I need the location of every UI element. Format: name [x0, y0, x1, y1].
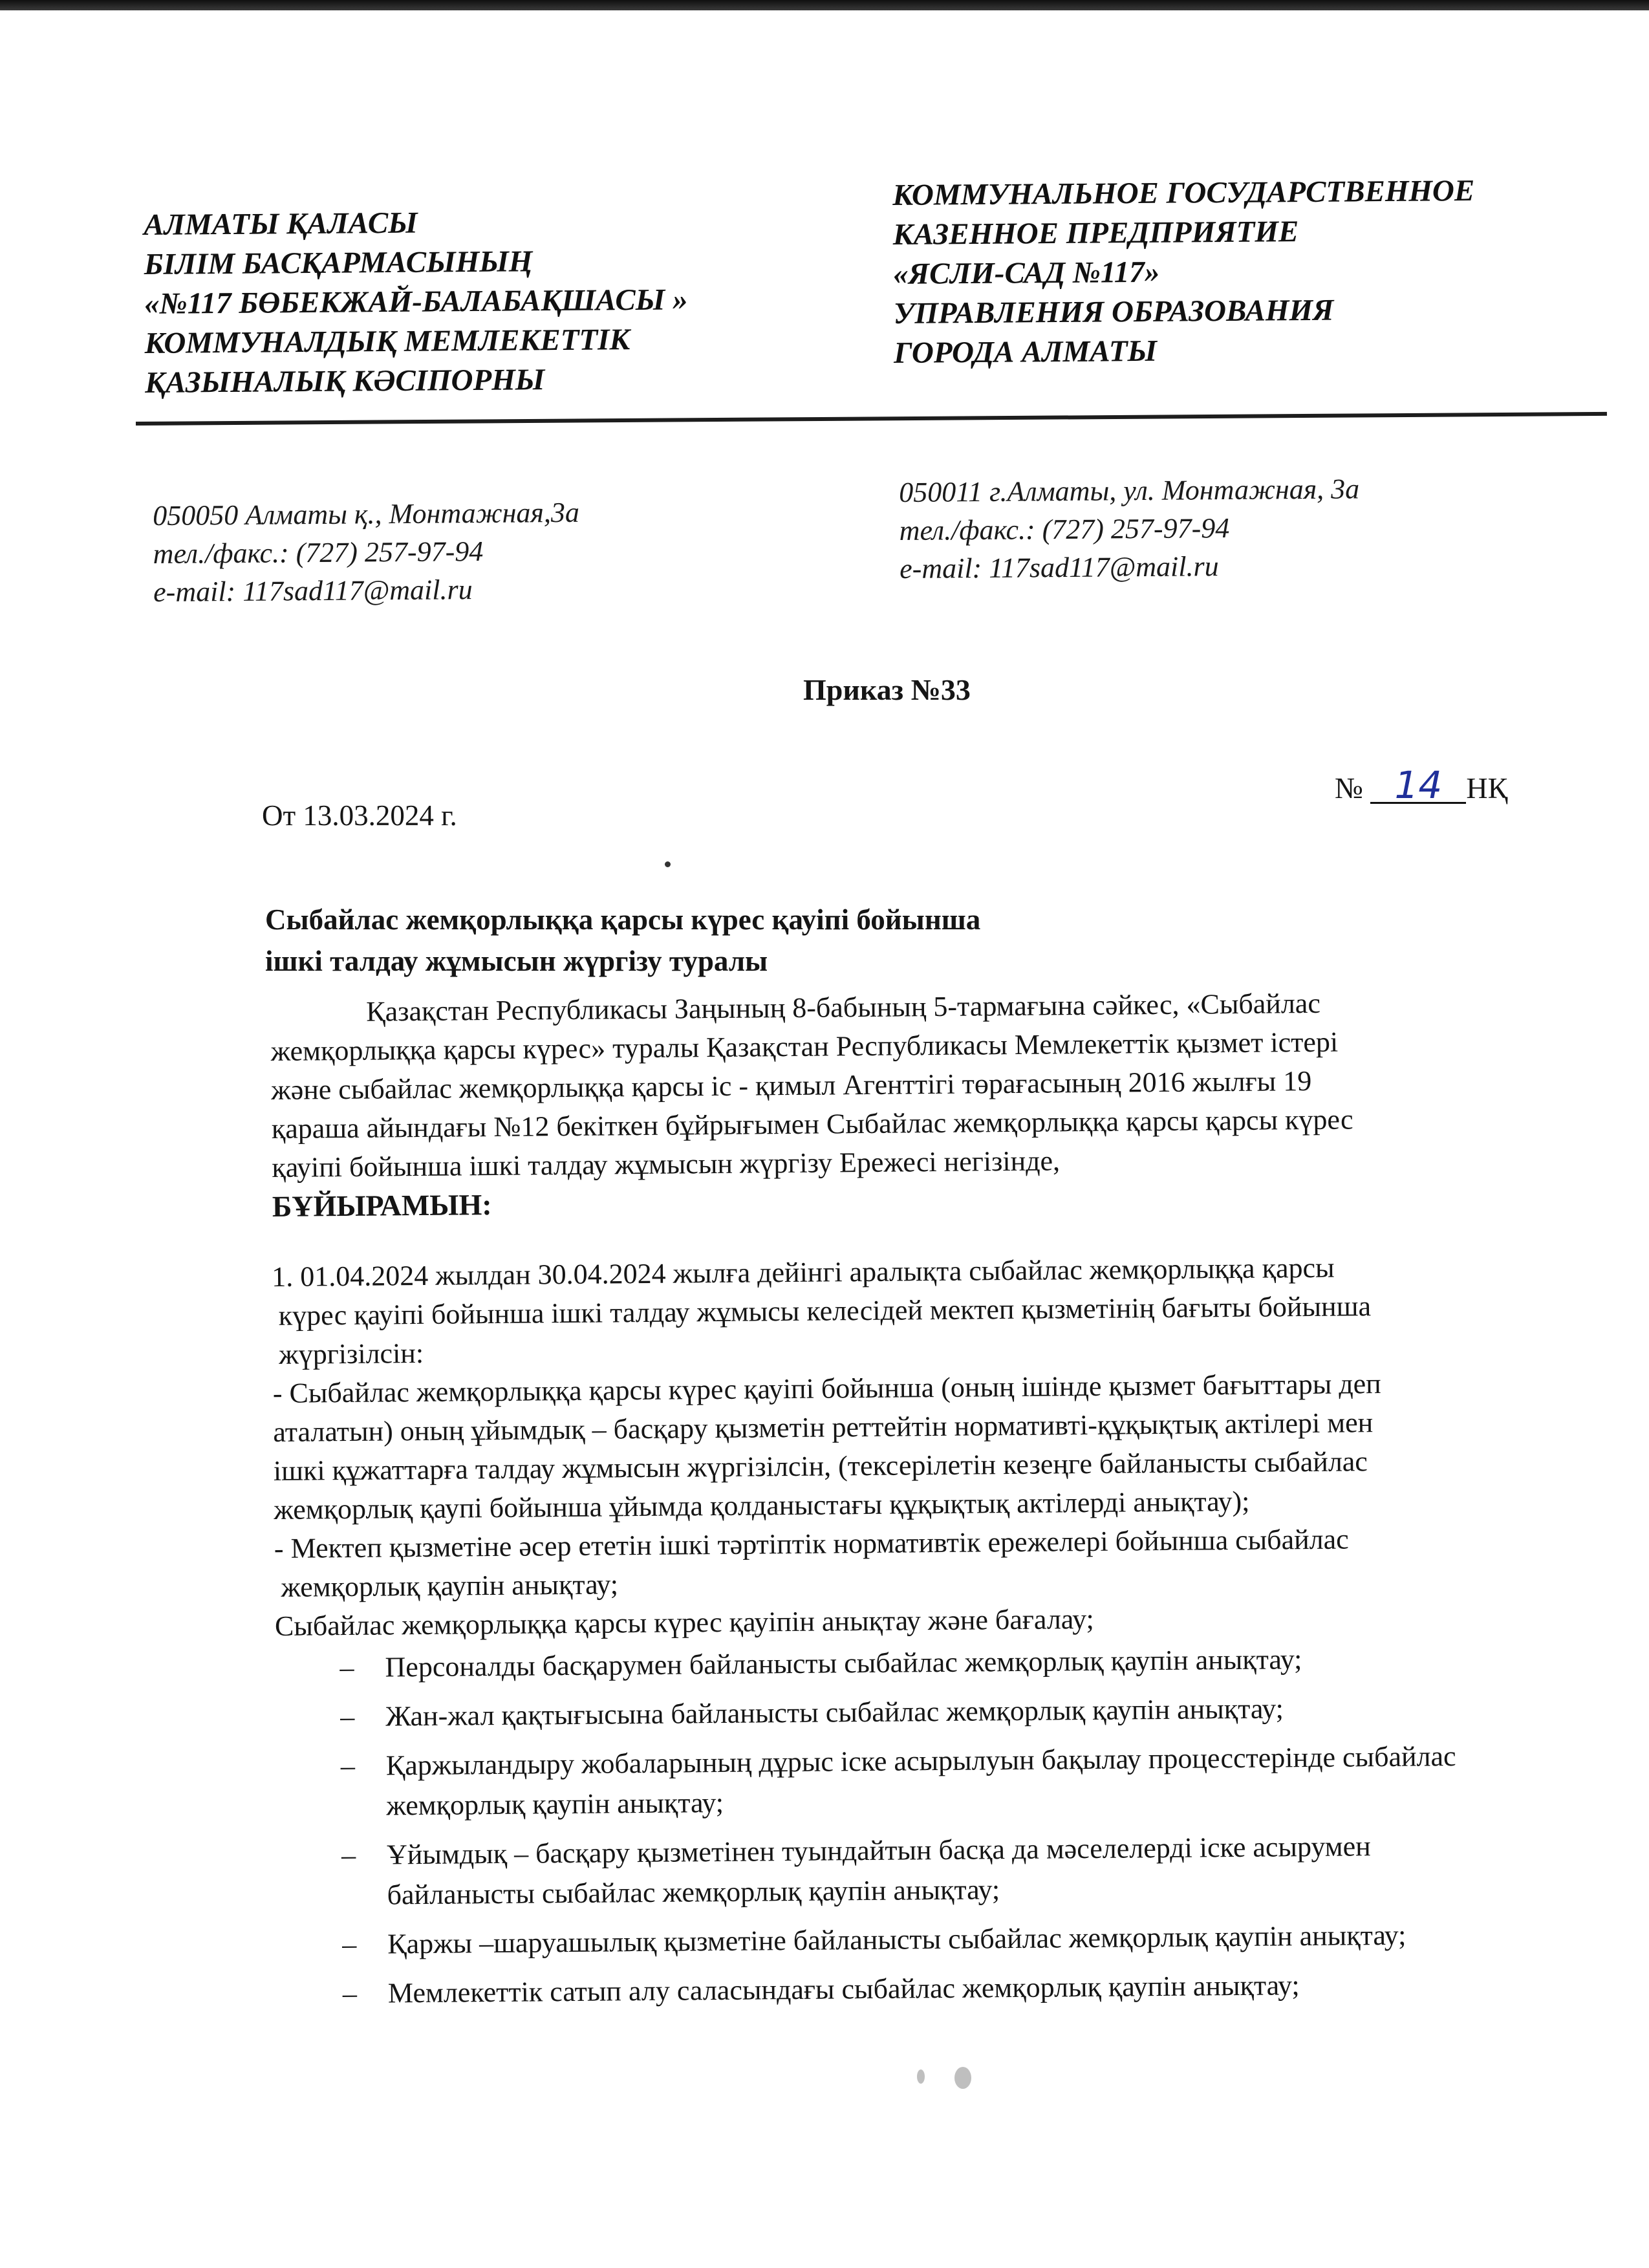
preamble-paragraph: [270, 982, 1540, 1226]
para2-line: жемқорлық қаупін анықтау;: [281, 1568, 619, 1603]
org-kz-line: ҚАЗЫНАЛЫҚ КӘСІПОРНЫ: [144, 363, 545, 400]
address-phone: тел./факс.: (727) 257-97-94: [899, 512, 1230, 546]
org-kz-line: АЛМАТЫ ҚАЛАСЫ: [144, 206, 418, 242]
order-subject: [265, 899, 980, 982]
address-street: 050011 г.Алматы, ул. Монтажная, 3а: [899, 473, 1360, 508]
preamble-line: Қазақстан Республикасы Заңының 8-бабының 5-тармағына сәйкес, «Сыбайлас: [366, 987, 1321, 1028]
scan-speck: [665, 861, 671, 867]
org-name-kazakh: [144, 201, 689, 403]
address-phone: тел./факс.: (727) 257-97-94: [153, 535, 484, 570]
order-date: От 13.03.2024 г.: [262, 799, 457, 832]
subject-line: ішкі талдау жұмысын жүргізу туралы: [265, 945, 768, 977]
para1-line: ішкі құжаттарға талдау жұмысын жүргізілсін, (тексерілетін кезеңге байланысты сыбайлас: [273, 1445, 1368, 1487]
para1-line: жемқорлық қаупі бойынша ұйымда қолданыстағы құқықтық актілерді анықтау);: [274, 1485, 1250, 1526]
para1-line: - Сыбайлас жемқорлыққа қарсы күрес қауіпі бойынша (оның ішінде қызмет бағыттары деп: [272, 1368, 1381, 1409]
list-item: – Ұйымдық – басқару қызметінен туындайтын басқа да мәселелерді іске асырумен байланысты сыбайлас жемқорлық қаупін анықтау;: [341, 1825, 1519, 1916]
order-body: [272, 1247, 1558, 2024]
org-ru-line: КОММУНАЛЬНОЕ ГОСУДАРСТВЕННОЕ: [892, 173, 1475, 212]
number-suffix: НҚ: [1466, 772, 1508, 805]
item1-line: күрес қауіпі бойынша ішкі талдау жұмысы келесідей мектеп қызметінің бағыты бойынша: [278, 1290, 1372, 1332]
preamble-line: қауіпі бойынша ішкі талдау жұмысын жүргізу Ережесі негізінде,: [272, 1145, 1061, 1183]
address-email: e-mail: 117sad117@mail.ru: [153, 574, 473, 608]
list-item: – Мемлекеттік сатып алу саласындағы сыбайлас жемқорлық қаупін анықтау;: [343, 1963, 1520, 2014]
assessment-lead: Сыбайлас жемқорлыққа қарсы күрес қауіпін анықтау және бағалау;: [274, 1603, 1094, 1642]
address-email: e-mail: 117sad117@mail.ru: [899, 550, 1219, 585]
org-kz-line: «№117 БӨБЕКЖАЙ-БАЛАБАҚШАСЫ »: [144, 283, 688, 321]
list-item: – Қаржы –шаруашылық қызметіне байланысты сыбайлас жемқорлық қаупін анықтау;: [342, 1914, 1519, 1965]
org-ru-line: КАЗЕННОЕ ПРЕДПРИЯТИЕ: [892, 215, 1299, 252]
preamble-line: қараша айындағы №12 бекіткен бұйрығымен Сыбайлас жемқорлыққа қарсы қарсы күрес: [271, 1103, 1353, 1145]
list-item: – Персоналды басқарумен байланысты сыбайлас жемқорлық қаупін анықтау;: [339, 1637, 1516, 1688]
org-kz-line: БІЛІМ БАСҚАРМАСЫНЫҢ: [144, 244, 533, 281]
subject-line: Сыбайлас жемқорлыққа қарсы күрес қауіпі бойынша: [265, 903, 981, 936]
address-street: 050050 Алматы қ., Монтажная,3а: [153, 496, 580, 532]
item1-line: 1. 01.04.2024 жылдан 30.04.2024 жылға дейінгі аралықта сыбайлас жемқорлыққа қарсы: [272, 1251, 1335, 1293]
org-kz-line: КОММУНАЛДЫҚ МЕМЛЕКЕТТІК: [144, 323, 630, 360]
header-divider: [136, 412, 1607, 426]
preamble-line: жемқорлыққа қарсы күрес» туралы Қазақстан Республикасы Мемлекеттік қызмет істері: [270, 1026, 1339, 1067]
risk-list: [339, 1637, 1520, 2014]
list-item: – Қаржыландыру жобаларының дұрыс іске асырылуын бақылау процесстерінде сыбайлас жемқорлық қаупін анықтау;: [341, 1736, 1518, 1826]
para1-line: аталатын) оның ұйымдық – басқару қызметін реттейтін нормативті-құқықтық актілері мен: [273, 1407, 1374, 1448]
scan-smudge: [917, 2069, 925, 2084]
org-ru-line: «ЯСЛИ-САД №117»: [892, 255, 1160, 291]
org-ru-line: ГОРОДА АЛМАТЫ: [893, 334, 1158, 370]
org-name-russian: [892, 171, 1476, 373]
number-prefix: №: [1335, 772, 1363, 805]
scan-edge-shadow: [0, 0, 1649, 10]
scan-smudge: [954, 2067, 971, 2089]
item1-line: жүргізілсін:: [279, 1337, 424, 1370]
list-item: – Жан-жал қақтығысына байланысты сыбайлас жемқорлық қаупін анықтау;: [340, 1687, 1517, 1737]
order-directive: БҰЙЫРАМЫН:: [272, 1188, 492, 1223]
preamble-line: және сыбайлас жемқорлыққа қарсы іс - қимыл Агенттігі төрағасының 2016 жылғы 19: [271, 1064, 1312, 1106]
org-ru-line: УПРАВЛЕНИЯ ОБРАЗОВАНИЯ: [893, 293, 1334, 330]
document-title: Приказ №33: [803, 673, 971, 706]
para2-line: - Мектеп қызметіне әсер ететін ішкі тәртіптік нормативтік ережелері бойынша сыбайлас: [274, 1523, 1349, 1564]
address-left: [153, 493, 580, 611]
address-right: [899, 470, 1360, 588]
order-number: [1335, 763, 1508, 807]
handwritten-number: 14: [1370, 768, 1466, 804]
